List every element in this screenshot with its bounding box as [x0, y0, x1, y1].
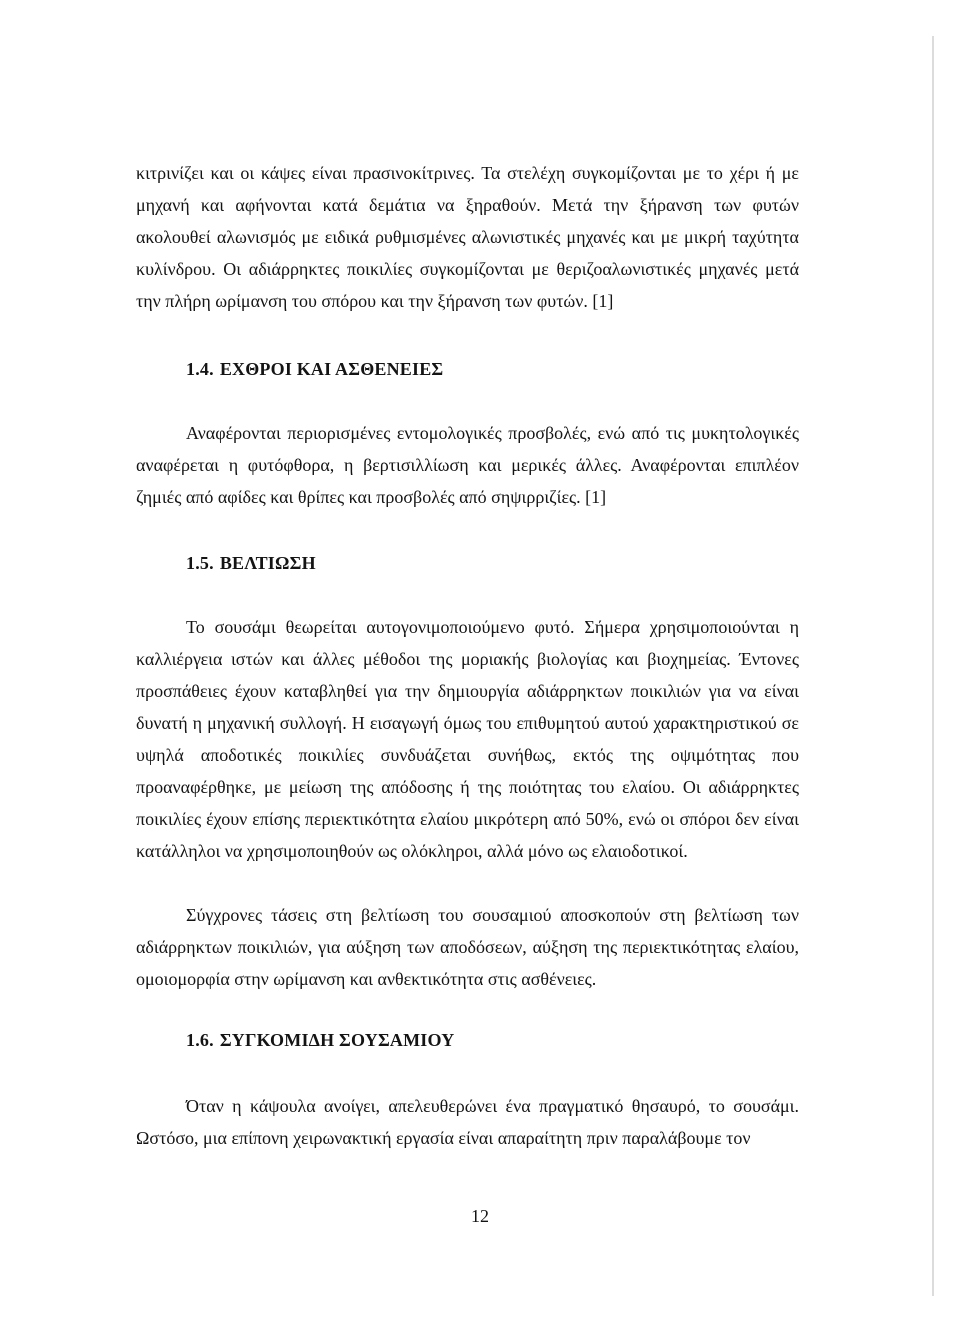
section-title: ΒΕΛΤΙΩΣΗ — [219, 553, 316, 573]
section-heading-pests-diseases — [186, 353, 443, 385]
section-number: 1.5. — [186, 553, 214, 573]
section-heading-improvement — [186, 547, 316, 579]
section-number: 1.4. — [186, 359, 214, 379]
paragraph-sesame-harvest: Όταν η κάψουλα ανοίγει, απελευθερώνει ένα πραγματικό θησαυρό, το σουσάμι. Ωστόσο, μια επίπονη χειρωνακτική εργασία είναι απαραίτητη πριν παραλάβουμε τον — [136, 1096, 799, 1148]
section-title: ΕΧΘΡΟΙ ΚΑΙ ΑΣΘΕΝΕΙΕΣ — [219, 359, 444, 379]
section-number: 1.6. — [186, 1030, 214, 1050]
section-title: ΣΥΓΚΟΜΙΔΗ ΣΟΥΣΑΜΙΟΥ — [219, 1030, 455, 1050]
section-heading-sesame-harvest — [186, 1024, 454, 1056]
paragraph-pests-diseases: Αναφέρονται περιορισμένες εντομολογικές προσβολές, ενώ από τις μυκητολογικές αναφέρεται η φυτόφθορα, η βερτισιλλίωση και μερικές άλλες. Αναφέρονται επιπλέον ζημιές από αφίδες και θρίπες και προσβολές από σηψιρριζίες. [1] — [136, 423, 799, 507]
paragraph-modern-trends: Σύγχρονες τάσεις στη βελτίωση του σουσαμιού αποσκοπούν στη βελτίωση των αδιάρρηκτων ποικιλιών, για αύξηση των αποδόσεων, αύξηση της περιεκτικότητας ελαίου, ομοιομορφία στην ωρίμανση και ανθεκτικότητα στις ασθένειες. — [136, 905, 799, 989]
paragraph-harvest-continuation: κιτρινίζει και οι κάψες είναι πρασινοκίτρινες. Τα στελέχη συγκομίζονται με το χέρι ή με μηχανή και αφήνονται κατά δεμάτια να ξηραθούν. Μετά την ξήρανση των φυτών ακολουθεί αλωνισμός με ειδικά ρυθμισμένες αλωνιστικές μηχανές και με μικρή ταχύτητα κυλίνδρου. Οι αδιάρρηκτες ποικιλίες συγκομίζονται με θεριζοαλωνιστικές μηχανές μετά την πλήρη ωρίμανση του σπόρου και την ξήρανση των φυτών. [1] — [136, 163, 799, 311]
page-number: 12 — [471, 1206, 489, 1226]
scan-edge-line — [932, 36, 934, 1296]
paragraph-improvement: Το σουσάμι θεωρείται αυτογονιμοποιούμενο φυτό. Σήμερα χρησιμοποιούνται η καλλιέργεια ιστών και άλλες μέθοδοι της μοριακής βιολογίας και βιοχημείας. Έντονες προσπάθειες έχουν καταβληθεί για την δημιουργία αδιάρρηκτων ποικιλιών για να είναι δυνατή η μηχανική συλλογή. Η εισαγωγή όμως του επιθυμητού αυτού χαρακτηριστικού σε υψηλά αποδοτικές ποικιλίες συνδυάζεται συνήθως, εκτός της οψιμότητας που προαναφέρθηκε, με μείωση της απόδοσης ή της ποιότητας του ελαίου. Οι αδιάρρηκτες ποικιλίες έχουν επίσης περιεκτικότητα ελαίου μικρότερη από 50%, ενώ οι σπόροι δεν είναι κατάλληλοι να χρησιμοποιηθούν ως ολόκληροι, αλλά μόνο ως ελαιοδοτικοί. — [136, 617, 799, 861]
